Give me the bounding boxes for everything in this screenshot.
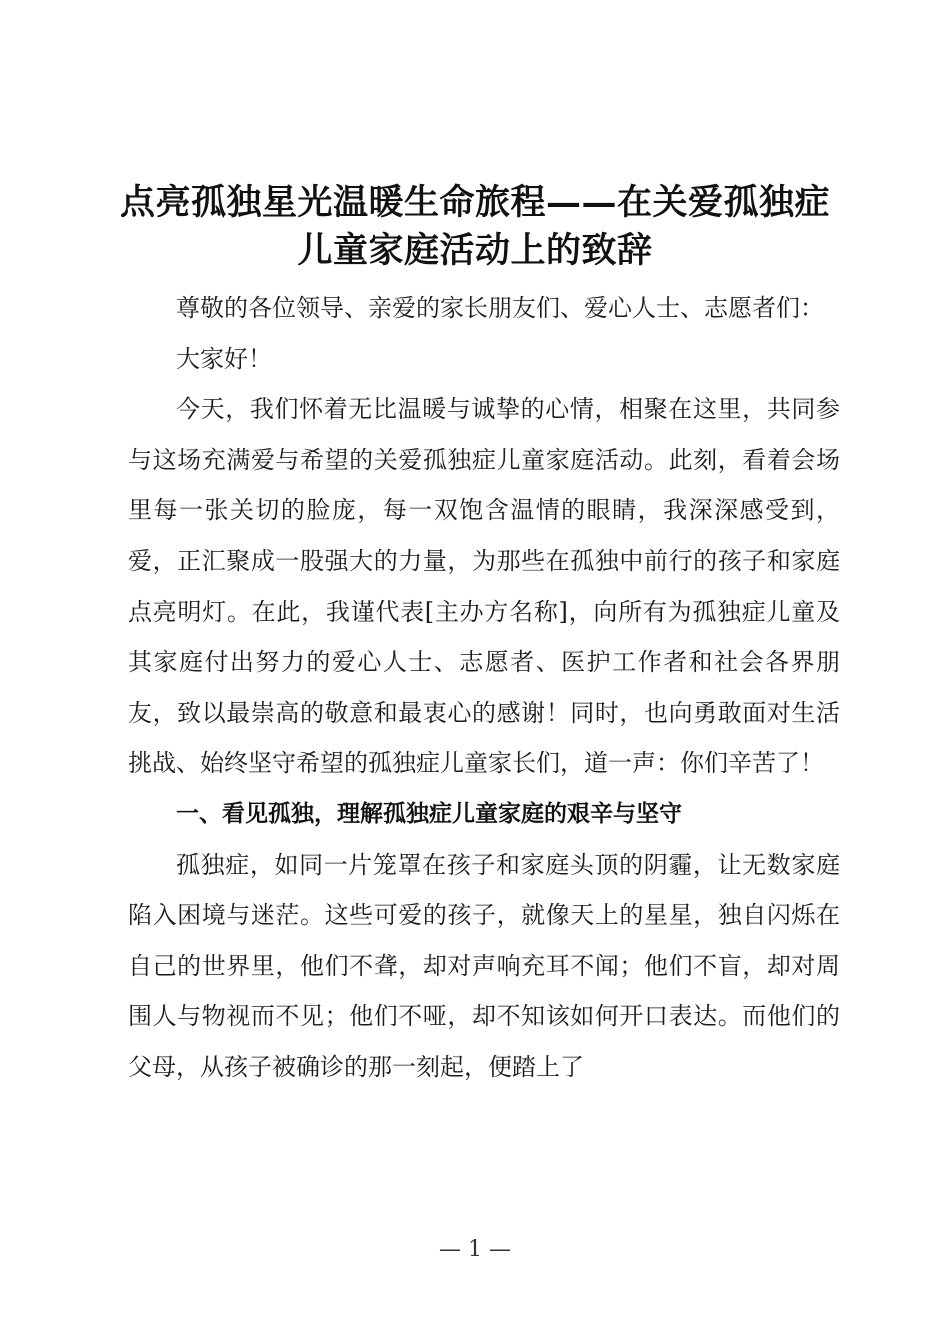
salutation-paragraph: 尊敬的各位领导、亲爱的家长朋友们、爱心人士、志愿者们：: [176, 294, 824, 322]
section-1-paragraph: 孤独症，如同一片笼罩在孩子和家庭头顶的阴霾，让无数家庭陷入困境与迷茫。这些可爱的孩子，就像天上的星星，独自闪烁在自己的世界里，他们不聋，却对声响充耳不闻；他们不盲，却对周围人与物视而不见；他们不哑，却不知该如何开口表达。而他们的父母，从孩子被确诊的那一刻起，便踏上了: [128, 850, 840, 1081]
opening-paragraph: 今天，我们怀着无比温暖与诚挚的心情，相聚在这里，共同参与这场充满爱与希望的关爱孤独症儿童家庭活动。此刻，看着会场里每一张关切的脸庞，每一双饱含温情的眼睛，我深深感受到，爱，正汇聚成一股强大的力量，为那些在孤独中前行的孩子和家庭点亮明灯。在此，我谨代表[主办方名称]，向所有为孤独症儿童及其家庭付出努力的爱心人士、志愿者、医护工作者和社会各界朋友，致以最崇高的敬意和最衷心的感谢！同时，也向勇敢面对生活挑战、始终坚守希望的孤独症儿童家长们，道一声：你们辛苦了！: [128, 395, 840, 778]
document-title-line-1: 点亮孤独星光温暖生命旅程——在关爱孤独症: [119, 182, 830, 223]
document-body: [128, 283, 840, 1093]
greeting-paragraph: 大家好！: [176, 344, 272, 373]
page-number: — 1 —: [439, 1237, 511, 1262]
document-title-line-2: 儿童家庭活动上的致辞: [297, 230, 653, 271]
section-heading-1: 一、看见孤独，理解孤独症儿童家庭的艰辛与坚守: [176, 800, 682, 827]
